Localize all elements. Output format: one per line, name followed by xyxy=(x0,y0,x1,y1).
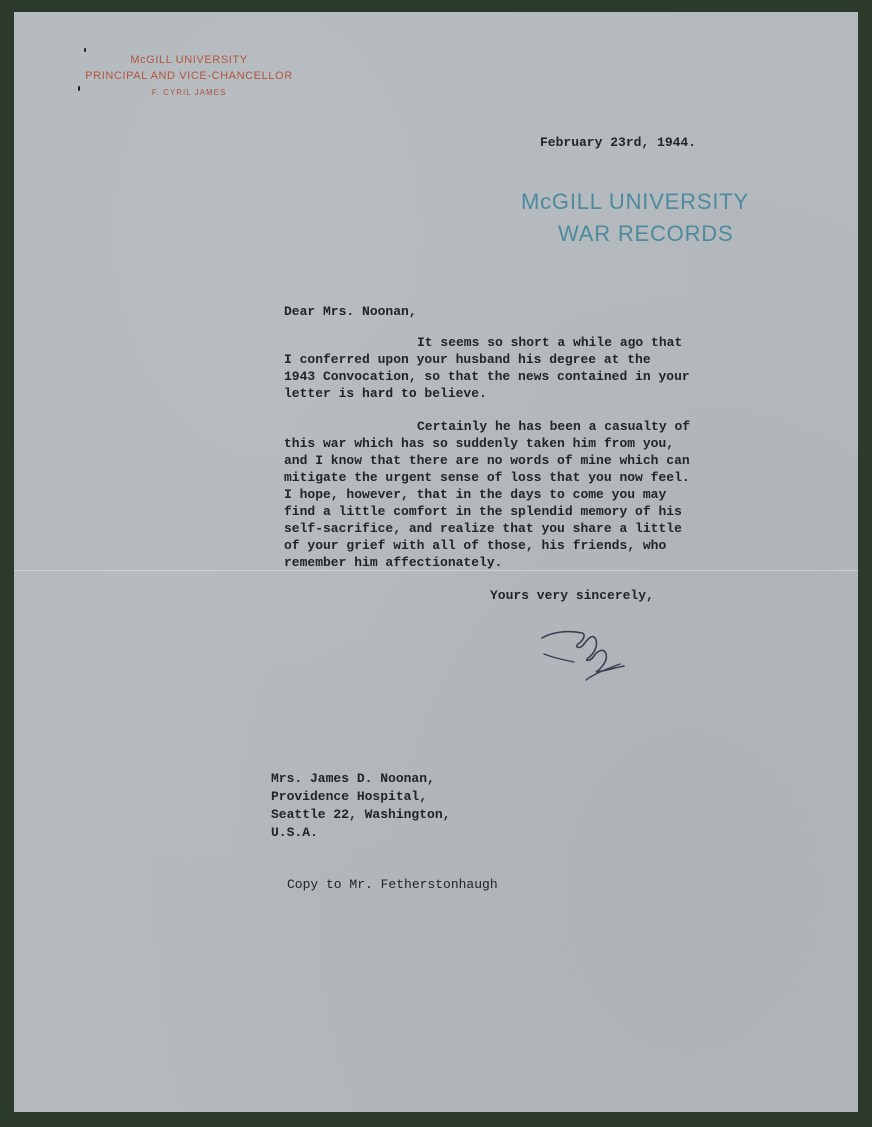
address-line: Providence Hospital, xyxy=(271,789,428,804)
copy-note: Copy to Mr. Fetherstonhaugh xyxy=(287,877,498,892)
paragraph2-line: this war which has so suddenly taken him from you, xyxy=(284,436,675,451)
letterhead-name: F. CYRIL JAMES xyxy=(151,88,227,97)
address-line: Seattle 22, Washington, xyxy=(271,807,451,822)
stamp-war-records: WAR RECORDS xyxy=(558,221,734,246)
paragraph1-line: I conferred upon your husband his degree at the xyxy=(284,352,651,367)
letterhead-university: McGILL UNIVERSITY xyxy=(130,54,248,66)
closing: Yours very sincerely, xyxy=(490,588,654,603)
paragraph2-line: I hope, however, that in the days to come you may xyxy=(284,487,667,502)
letterhead-title: PRINCIPAL AND VICE-CHANCELLOR xyxy=(85,70,293,82)
paragraph2-line: mitigate the urgent sense of loss that you now feel. xyxy=(284,470,690,485)
address-line: U.S.A. xyxy=(271,825,318,840)
paragraph2-line: remember him affectionately. xyxy=(284,555,503,570)
paragraph2-line: Certainly he has been a casualty of xyxy=(417,419,691,434)
letter-date: February 23rd, 1944. xyxy=(540,135,697,150)
ink-speck xyxy=(84,48,86,52)
letter-paper xyxy=(14,12,858,1112)
ink-speck xyxy=(78,86,80,91)
stamp-university: McGILL UNIVERSITY xyxy=(521,189,749,214)
paragraph2-line: self-sacrifice, and realize that you share a little xyxy=(284,521,682,536)
paragraph1-line: letter is hard to believe. xyxy=(284,386,487,401)
paragraph2-line: of your grief with all of those, his friends, who xyxy=(284,538,667,553)
address-line: Mrs. James D. Noonan, xyxy=(271,771,435,786)
paragraph2-line: and I know that there are no words of mine which can xyxy=(284,453,690,468)
salutation: Dear Mrs. Noonan, xyxy=(284,304,417,319)
paragraph1-line: 1943 Convocation, so that the news contained in your xyxy=(284,369,690,384)
paragraph1-line: It seems so short a while ago that xyxy=(417,335,683,350)
signature xyxy=(534,624,634,684)
paragraph2-line: find a little comfort in the splendid memory of his xyxy=(284,504,682,519)
